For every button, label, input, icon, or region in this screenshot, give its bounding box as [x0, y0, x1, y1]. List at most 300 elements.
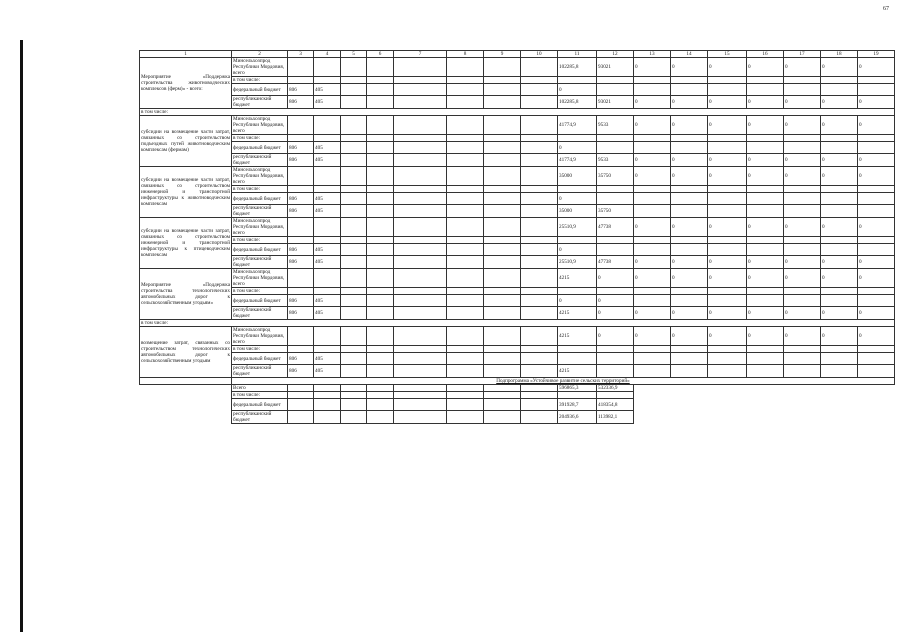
empty-cell [394, 58, 447, 77]
value-col-13: 0 [634, 167, 671, 186]
value-col-13 [634, 84, 671, 96]
value-col-11 [558, 135, 597, 142]
empty-cell [314, 385, 341, 392]
value-col-19 [858, 237, 895, 244]
code-grbs: 806 [288, 205, 314, 218]
section-label: в том числе: [140, 109, 895, 116]
value-col-14: 0 [671, 116, 708, 135]
empty-cell [394, 193, 447, 205]
value-col-14: 0 [671, 58, 708, 77]
value-col-11: 391928,7 [558, 399, 597, 411]
empty-cell [367, 269, 394, 288]
table-row [140, 218, 895, 237]
value-col-17 [784, 142, 821, 154]
empty-cell [784, 399, 821, 411]
empty-cell [447, 205, 484, 218]
value-col-16 [747, 346, 784, 353]
value-col-14 [671, 205, 708, 218]
value-col-13: 0 [634, 96, 671, 109]
empty-cell [394, 116, 447, 135]
funding-source: республиканский бюджет [232, 365, 288, 378]
value-col-17: 0 [784, 167, 821, 186]
code-grbs [288, 288, 314, 295]
value-col-12: 35750 [597, 205, 634, 218]
value-col-17 [784, 193, 821, 205]
code-rzpr: 405 [314, 256, 341, 269]
value-col-12 [597, 353, 634, 365]
value-col-15: 0 [708, 58, 747, 77]
value-col-18 [821, 186, 858, 193]
page-number: 67 [883, 6, 889, 12]
code-grbs: 806 [288, 84, 314, 96]
empty-cell [784, 411, 821, 424]
funding-source: Минсельхозпрод Республики Мордовия, всего [232, 327, 288, 346]
funding-source: республиканский бюджет [232, 96, 288, 109]
value-col-19: 0 [858, 96, 895, 109]
empty-cell [394, 288, 447, 295]
value-col-11: 596865,3 [558, 385, 597, 392]
empty-cell [484, 346, 521, 353]
code-rzpr [314, 167, 341, 186]
value-col-11: 35000 [558, 205, 597, 218]
value-col-14 [671, 186, 708, 193]
funding-source: федеральный бюджет [232, 193, 288, 205]
value-col-18 [821, 84, 858, 96]
empty-cell [341, 167, 367, 186]
empty-cell [821, 399, 858, 411]
empty-cell [747, 411, 784, 424]
value-col-16 [747, 193, 784, 205]
empty-cell [367, 244, 394, 256]
value-col-18 [821, 205, 858, 218]
code-grbs [288, 135, 314, 142]
value-col-11 [558, 346, 597, 353]
activity-label: субсидии на возмещение части затрат, связанных со строительством инженерной и транспортной инфраструктуры к птицеводческим комплексам [140, 218, 232, 269]
table-row [140, 288, 895, 295]
empty-cell [521, 411, 558, 424]
empty-cell [341, 135, 367, 142]
empty-cell [394, 205, 447, 218]
header-cell: 16 [747, 51, 784, 58]
funding-source: Минсельхозпрод Республики Мордовия, всего [232, 269, 288, 288]
value-col-15: 0 [708, 154, 747, 167]
empty-cell [367, 256, 394, 269]
empty-cell [521, 288, 558, 295]
code-rzpr [314, 237, 341, 244]
empty-cell [484, 288, 521, 295]
empty-cell [484, 237, 521, 244]
empty-cell [341, 346, 367, 353]
value-col-19: 0 [858, 307, 895, 320]
code-rzpr [314, 58, 341, 77]
empty-cell [341, 186, 367, 193]
value-col-14: 0 [671, 256, 708, 269]
empty-cell [367, 116, 394, 135]
code-grbs: 806 [288, 353, 314, 365]
header-cell: 3 [288, 51, 314, 58]
empty-cell [484, 385, 521, 392]
empty-cell [447, 167, 484, 186]
value-col-17: 0 [784, 256, 821, 269]
empty-cell [447, 218, 484, 237]
value-col-16 [747, 77, 784, 84]
empty-cell [394, 269, 447, 288]
value-col-17: 0 [784, 327, 821, 346]
activity-label: Мероприятие «Поддержка строительства животноводческих комплексов (ферм)» - всего: [140, 58, 232, 109]
code-grbs [288, 269, 314, 288]
table-row [140, 256, 895, 269]
value-col-15 [708, 244, 747, 256]
empty-cell [858, 392, 895, 399]
value-col-11 [558, 186, 597, 193]
value-col-16: 0 [747, 256, 784, 269]
empty-cell [341, 142, 367, 154]
funding-source: в том числе: [232, 392, 288, 399]
empty-cell [521, 116, 558, 135]
empty-cell [367, 167, 394, 186]
value-col-16 [747, 288, 784, 295]
empty-cell [288, 392, 314, 399]
empty-cell [521, 307, 558, 320]
value-col-19 [858, 353, 895, 365]
value-col-13: 0 [634, 327, 671, 346]
empty-cell [521, 327, 558, 346]
value-col-15 [708, 142, 747, 154]
table-row [140, 353, 895, 365]
value-col-19 [858, 205, 895, 218]
funding-source: в том числе: [232, 346, 288, 353]
value-col-11 [558, 237, 597, 244]
empty-cell [367, 346, 394, 353]
value-col-17 [784, 186, 821, 193]
empty-cell [671, 399, 708, 411]
empty-cell [447, 392, 484, 399]
table-row [140, 365, 895, 378]
value-col-12: 47738 [597, 218, 634, 237]
code-grbs: 806 [288, 256, 314, 269]
empty-cell [747, 392, 784, 399]
empty-cell [484, 193, 521, 205]
empty-cell [447, 353, 484, 365]
empty-cell [521, 218, 558, 237]
budget-table [139, 50, 895, 424]
subprogram-row [140, 411, 895, 424]
value-col-17 [784, 244, 821, 256]
empty-cell [367, 237, 394, 244]
value-col-16: 0 [747, 327, 784, 346]
table-row [140, 295, 895, 307]
value-col-13: 0 [634, 256, 671, 269]
table-row [140, 116, 895, 135]
code-grbs: 806 [288, 365, 314, 378]
value-col-12 [597, 346, 634, 353]
empty-cell [447, 244, 484, 256]
subprogram-row [140, 399, 895, 411]
value-col-14: 0 [671, 154, 708, 167]
empty-cell [341, 365, 367, 378]
header-cell: 18 [821, 51, 858, 58]
value-col-17: 0 [784, 154, 821, 167]
empty-cell [341, 218, 367, 237]
empty-cell [394, 295, 447, 307]
value-col-15 [708, 365, 747, 378]
header-cell: 2 [232, 51, 288, 58]
empty-cell [858, 411, 895, 424]
empty-cell [341, 295, 367, 307]
value-col-17 [784, 288, 821, 295]
empty-cell [367, 218, 394, 237]
value-col-18 [821, 237, 858, 244]
empty-cell [858, 385, 895, 392]
header-cell: 6 [367, 51, 394, 58]
value-col-11: 25510,9 [558, 256, 597, 269]
empty-cell [367, 385, 394, 392]
empty-cell [447, 186, 484, 193]
empty-cell [367, 58, 394, 77]
empty-cell [367, 307, 394, 320]
empty-cell [484, 77, 521, 84]
funding-source: Всего [232, 385, 288, 392]
empty-cell [521, 353, 558, 365]
value-col-12 [597, 193, 634, 205]
code-grbs [288, 218, 314, 237]
value-col-17 [784, 353, 821, 365]
code-rzpr: 405 [314, 353, 341, 365]
empty-cell [341, 77, 367, 84]
empty-cell [521, 237, 558, 244]
empty-cell [821, 411, 858, 424]
empty-cell [394, 307, 447, 320]
code-grbs: 806 [288, 307, 314, 320]
table-row [140, 77, 895, 84]
empty-cell [447, 154, 484, 167]
value-col-12 [597, 288, 634, 295]
empty-cell [521, 58, 558, 77]
value-col-13: 0 [634, 154, 671, 167]
empty-cell [367, 193, 394, 205]
value-col-18 [821, 142, 858, 154]
code-rzpr: 405 [314, 96, 341, 109]
table-row [140, 205, 895, 218]
code-rzpr [314, 218, 341, 237]
header-cell: 15 [708, 51, 747, 58]
funding-source: федеральный бюджет [232, 353, 288, 365]
value-col-12: 35750 [597, 167, 634, 186]
code-rzpr: 405 [314, 244, 341, 256]
empty-cell [447, 269, 484, 288]
value-col-18: 0 [821, 256, 858, 269]
empty-cell [634, 392, 671, 399]
value-col-13 [634, 346, 671, 353]
empty-cell [447, 327, 484, 346]
empty-cell [314, 392, 341, 399]
funding-source: федеральный бюджет [232, 399, 288, 411]
funding-source: в том числе: [232, 77, 288, 84]
funding-source: республиканский бюджет [232, 154, 288, 167]
value-col-17 [784, 365, 821, 378]
empty-cell [671, 392, 708, 399]
empty-cell [367, 327, 394, 346]
value-col-18: 0 [821, 58, 858, 77]
empty-cell [484, 116, 521, 135]
value-col-15: 0 [708, 116, 747, 135]
section-row [140, 109, 895, 116]
code-grbs: 806 [288, 244, 314, 256]
value-col-12: 0 [597, 295, 634, 307]
value-col-17: 0 [784, 307, 821, 320]
header-cell: 14 [671, 51, 708, 58]
empty-cell [484, 167, 521, 186]
code-grbs [288, 167, 314, 186]
empty-cell [447, 256, 484, 269]
value-col-17: 0 [784, 96, 821, 109]
empty-cell [341, 84, 367, 96]
code-grbs: 806 [288, 96, 314, 109]
empty-cell [521, 392, 558, 399]
empty-cell [447, 96, 484, 109]
value-col-16 [747, 365, 784, 378]
code-grbs [288, 237, 314, 244]
value-col-11: 102285,8 [558, 96, 597, 109]
empty-cell [367, 353, 394, 365]
funding-source: федеральный бюджет [232, 295, 288, 307]
header-cell: 4 [314, 51, 341, 58]
header-cell: 7 [394, 51, 447, 58]
empty-cell [521, 346, 558, 353]
empty-cell [484, 96, 521, 109]
value-col-16 [747, 84, 784, 96]
empty-cell [288, 411, 314, 424]
empty-cell [521, 96, 558, 109]
empty-cell [394, 218, 447, 237]
value-col-18 [821, 244, 858, 256]
value-col-15 [708, 77, 747, 84]
empty-cell [288, 399, 314, 411]
value-col-13 [634, 295, 671, 307]
value-col-13: 0 [634, 58, 671, 77]
value-col-17 [784, 237, 821, 244]
value-col-19 [858, 365, 895, 378]
value-col-11: 35000 [558, 167, 597, 186]
empty-cell [394, 353, 447, 365]
empty-cell [484, 186, 521, 193]
value-col-15: 0 [708, 218, 747, 237]
value-col-19: 0 [858, 154, 895, 167]
empty-cell [484, 269, 521, 288]
empty-cell [447, 307, 484, 320]
empty-cell [394, 411, 447, 424]
empty-cell [521, 244, 558, 256]
empty-cell [447, 295, 484, 307]
empty-cell [708, 399, 747, 411]
empty-cell [484, 256, 521, 269]
empty-cell [341, 116, 367, 135]
funding-source: федеральный бюджет [232, 84, 288, 96]
empty-cell [484, 135, 521, 142]
value-col-14: 0 [671, 96, 708, 109]
table-row [140, 142, 895, 154]
value-col-11: 204936,6 [558, 411, 597, 424]
empty-cell [394, 399, 447, 411]
empty-cell [367, 295, 394, 307]
empty-cell [341, 244, 367, 256]
value-col-19 [858, 193, 895, 205]
value-col-16 [747, 295, 784, 307]
empty-cell [367, 186, 394, 193]
empty-cell [394, 167, 447, 186]
empty-cell [447, 365, 484, 378]
table-row [140, 58, 895, 77]
value-col-19 [858, 244, 895, 256]
table-row [140, 237, 895, 244]
empty-cell [484, 392, 521, 399]
code-grbs: 806 [288, 142, 314, 154]
value-col-15 [708, 135, 747, 142]
value-col-14: 0 [671, 269, 708, 288]
empty-cell [394, 142, 447, 154]
value-col-12: 93021 [597, 58, 634, 77]
empty-cell [447, 385, 484, 392]
table-row [140, 84, 895, 96]
value-col-13 [634, 365, 671, 378]
value-col-14: 0 [671, 327, 708, 346]
value-col-14 [671, 77, 708, 84]
value-col-11: 4215 [558, 327, 597, 346]
empty-cell [484, 399, 521, 411]
value-col-14 [671, 288, 708, 295]
value-col-11: 0 [558, 193, 597, 205]
value-col-12 [597, 244, 634, 256]
value-col-16 [747, 205, 784, 218]
empty-cell [671, 411, 708, 424]
table-row [140, 193, 895, 205]
value-col-11: 41774,9 [558, 116, 597, 135]
value-col-13 [634, 237, 671, 244]
code-rzpr [314, 327, 341, 346]
value-col-16: 0 [747, 116, 784, 135]
code-grbs [288, 58, 314, 77]
empty-cell [367, 77, 394, 84]
value-col-12 [597, 237, 634, 244]
value-col-13 [634, 193, 671, 205]
value-col-11: 4215 [558, 269, 597, 288]
value-col-17: 0 [784, 218, 821, 237]
code-rzpr: 405 [314, 295, 341, 307]
empty-cell [394, 244, 447, 256]
value-col-12 [597, 135, 634, 142]
value-col-14 [671, 346, 708, 353]
value-col-15 [708, 205, 747, 218]
empty-cell [140, 378, 232, 385]
value-col-11: 0 [558, 244, 597, 256]
code-rzpr: 405 [314, 154, 341, 167]
empty-cell [447, 399, 484, 411]
code-grbs: 806 [288, 154, 314, 167]
value-col-13: 0 [634, 269, 671, 288]
funding-source: Минсельхозпрод Республики Мордовия, всего [232, 116, 288, 135]
empty-cell [447, 288, 484, 295]
value-col-16: 0 [747, 307, 784, 320]
value-col-17 [784, 77, 821, 84]
header-cell: 17 [784, 51, 821, 58]
value-col-12: 0 [597, 327, 634, 346]
value-col-11 [558, 353, 597, 365]
value-col-17: 0 [784, 116, 821, 135]
empty-cell [447, 411, 484, 424]
table-row [140, 346, 895, 353]
code-rzpr [314, 288, 341, 295]
empty-cell [521, 365, 558, 378]
